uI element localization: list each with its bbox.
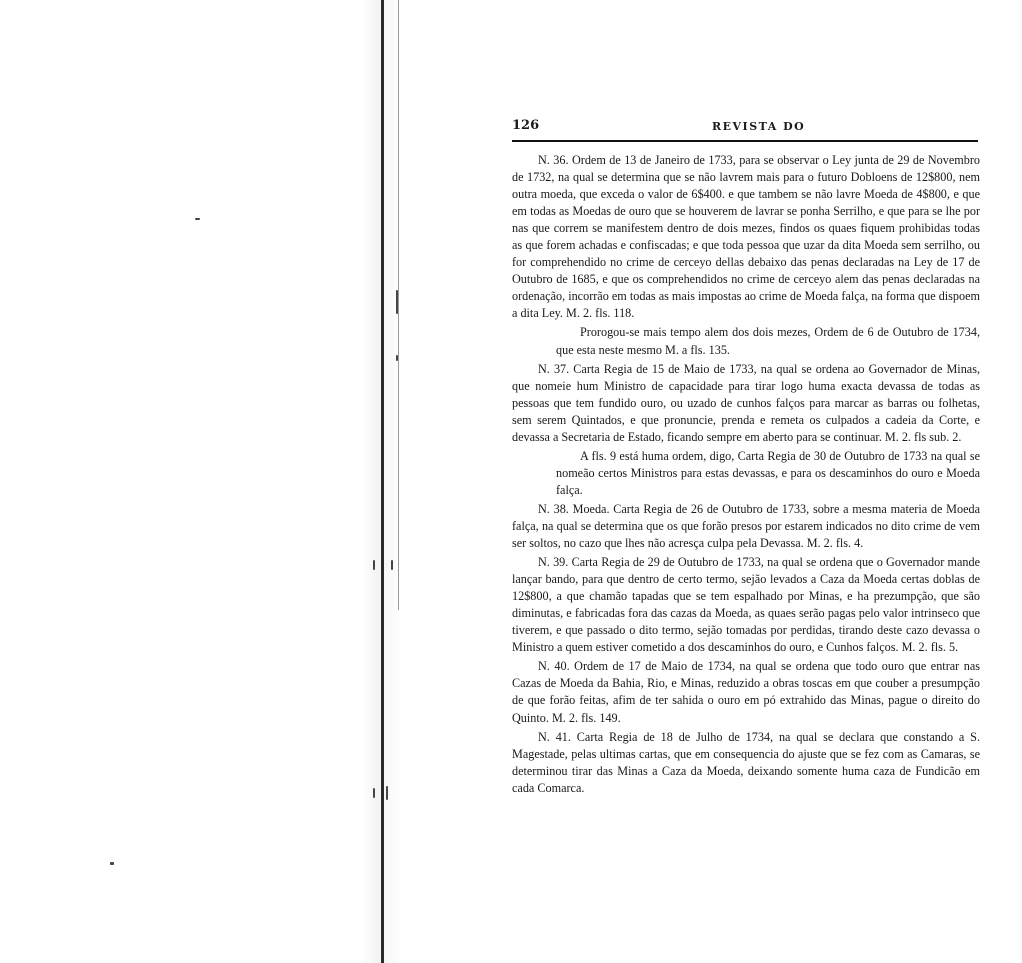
speck-mark <box>110 862 114 865</box>
header-rule <box>512 140 978 142</box>
page-number: 126 <box>512 118 540 133</box>
page-header <box>512 118 980 140</box>
running-title: REVISTA DO <box>712 120 806 133</box>
text-page <box>512 118 980 963</box>
binding-mark <box>396 355 398 361</box>
entry-paragraph: N. 40. Ordem de 17 de Maio de 1734, na qual se ordena que todo ouro que entrar nas Cazas de Moeda da Bahia, Rio, e Minas, reduzido a obras toscas em que couber a presumpção de que forão feitas, afim de ter sahida o ouro em pó extrahido das Minas, pague o direito do Quinto. M. 2. fls. 149. <box>512 659 980 725</box>
note-paragraph: A fls. 9 está huma ordem, digo, Carta Regia de 30 de Outubro de 1733 na qual se nomeão certos Ministros para estas devassas, e para os descaminhos do ouro e Moeda falça. <box>556 448 980 497</box>
note-paragraph: Prorogou-se mais tempo alem dos dois mezes, Ordem de 6 de Outubro de 1734, que esta neste mesmo M. a fls. 135. <box>556 325 980 357</box>
entry-paragraph: N. 41. Carta Regia de 18 de Julho de 1734, na qual se declara que constando a S. Magestade, pelas ultimas cartas, que em consequencia do ajuste que se fez com as Camaras, se determinou tirar das Minas a Caza da Moeda, deixando somente huma caza de Fundicão em cada Comarca. <box>512 729 980 795</box>
binding-mark <box>373 788 375 798</box>
entry-paragraph: N. 37. Carta Regia de 15 de Maio de 1733, na qual se ordena ao Governador de Minas, que nomeie hum Ministro de capacidade para tirar logo huma exacta devassa de todas as pessoas que tem fundido ouro, ou uzado de cunhos falços para marcar as barras ou folhetas, sem serem Quintados, e que pronuncie, prenda e remeta os culpados a cadeia da Corte, e devassa a Secretaria de Estado, ficando sempre em aberto para se continuar. M. 2. fls sub. 2. <box>512 361 980 444</box>
speck-mark <box>195 218 200 220</box>
left-blank-page <box>0 0 362 963</box>
binding-mark <box>391 560 393 570</box>
binding-mark <box>386 786 388 800</box>
page-body <box>512 152 980 799</box>
entry-paragraph: N. 36. Ordem de 13 de Janeiro de 1733, para se observar o Ley junta de 29 de Novembro de 1732, na qual se determina que se não lavrem mais para o futuro Dobloens de 12$800, nem outra moeda, que exceda o valor de 6$400. e que tambem se não lavre Moeda de 4$800, e que em todas as Moedas de ouro que se houverem de lavrar se ponha Serrilho, e que para se lhe por nas que correm se manifestem dentro de dois mezes, findos os quaes fiquem prohibidas todas as que forem achadas e confiscadas; e que toda pessoa que uzar da dita Moeda sem serrilho, ou for comprehendido no crime de cerceyo dellas debaixo das penas declaradas na Ley de 17 de Outubro de 1685, e que os comprehendidos no crime de cerceyo alem das penas declaradas na ordenação, incorrão em todas as mais impostas ao crime de Moeda falça, na forma que dispoem a dita Ley. M. 2. fls. 118. <box>512 153 980 321</box>
spine-shadow-line <box>398 0 399 610</box>
entry-paragraph: N. 39. Carta Regia de 29 de Outubro de 1733, na qual se ordena que o Governador mande lançar bando, para que dentro de certo termo, sejão levados a Caza da Moeda certas doblas de 12$800, a que chamão tapadas que se tem espalhado por Minas, e ha prezumpção, que são diminutas, e fabricadas fora das cazas da Moeda, as quaes serão pagas pelo valor intrinseco que tiverem, e que passado o dito termo, sejão tomadas por perdidas, tirando deste cazo devassa o Ministro a quem estiver cometido a dos descaminhos do ouro, e Cunhos falços. M. 2. fls. 5. <box>512 555 980 655</box>
binding-mark <box>373 560 375 570</box>
spine-line <box>381 0 384 963</box>
binding-mark <box>396 290 398 314</box>
entry-paragraph: N. 38. Moeda. Carta Regia de 26 de Outubro de 1733, sobre a mesma materia de Moeda falça, na qual se determina que os que forão presos por estarem indicados no dito crime de vem ser soltos, no cazo que lhes não acresça culpa pela Devassa. M. 2. fls. 4. <box>512 501 980 551</box>
